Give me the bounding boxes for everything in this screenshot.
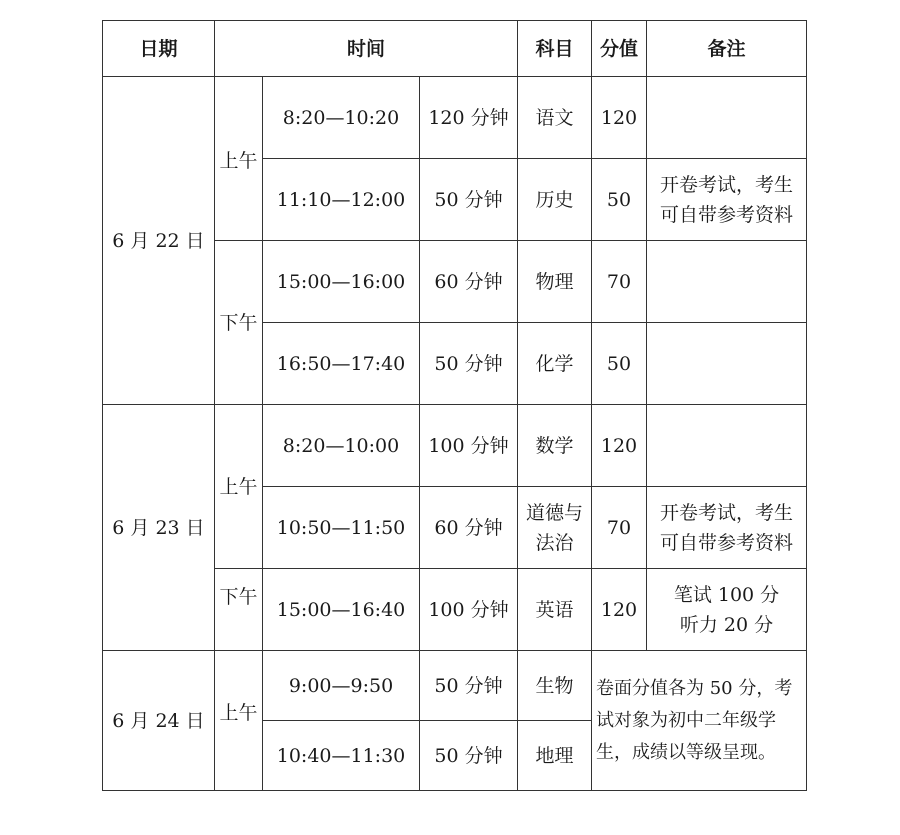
period-cell: 上午 <box>215 405 263 569</box>
time-cell: 9:00—9:50 <box>263 651 420 721</box>
time-cell: 10:40—11:30 <box>263 721 420 791</box>
score-cell: 70 <box>592 487 647 569</box>
period-cell: 上午 <box>215 651 263 791</box>
period-cell: 下午 <box>215 241 263 405</box>
subject-cell: 数学 <box>518 405 592 487</box>
score-cell: 50 <box>592 159 647 241</box>
time-cell: 15:00—16:00 <box>263 241 420 323</box>
note-cell <box>647 241 807 323</box>
header-subject: 科目 <box>518 21 592 77</box>
table-row <box>103 651 807 721</box>
duration-cell: 120 分钟 <box>420 77 518 159</box>
note-cell: 开卷考试，考生 可自带参考资料 <box>647 487 807 569</box>
header-time: 时间 <box>215 21 518 77</box>
time-cell: 8:20—10:00 <box>263 405 420 487</box>
score-cell: 50 <box>592 323 647 405</box>
note-cell: 笔试 100 分 听力 20 分 <box>647 569 807 651</box>
merged-note-cell: 卷面分值各为 50 分，考 试对象为初中二年级学 生，成绩以等级呈现。 <box>592 651 807 791</box>
score-cell: 120 <box>592 569 647 651</box>
note-cell: 开卷考试，考生 可自带参考资料 <box>647 159 807 241</box>
score-cell: 120 <box>592 77 647 159</box>
header-row <box>103 21 807 77</box>
note-cell <box>647 323 807 405</box>
subject-cell: 物理 <box>518 241 592 323</box>
score-cell: 120 <box>592 405 647 487</box>
duration-cell: 60 分钟 <box>420 241 518 323</box>
subject-cell: 生物 <box>518 651 592 721</box>
period-cell: 下午 <box>215 569 263 651</box>
duration-cell: 50 分钟 <box>420 721 518 791</box>
exam-schedule-table <box>102 20 807 791</box>
date-cell: 6 月 23 日 <box>103 405 215 651</box>
period-cell: 上午 <box>215 77 263 241</box>
time-cell: 16:50—17:40 <box>263 323 420 405</box>
subject-cell: 道德与 法治 <box>518 487 592 569</box>
time-cell: 15:00—16:40 <box>263 569 420 651</box>
note-cell <box>647 77 807 159</box>
duration-cell: 50 分钟 <box>420 159 518 241</box>
table-row <box>103 77 807 159</box>
duration-cell: 100 分钟 <box>420 405 518 487</box>
table-row <box>103 405 807 487</box>
time-cell: 8:20—10:20 <box>263 77 420 159</box>
header-date: 日期 <box>103 21 215 77</box>
subject-cell: 地理 <box>518 721 592 791</box>
time-cell: 11:10—12:00 <box>263 159 420 241</box>
header-note: 备注 <box>647 21 807 77</box>
time-cell: 10:50—11:50 <box>263 487 420 569</box>
subject-cell: 化学 <box>518 323 592 405</box>
score-cell: 70 <box>592 241 647 323</box>
duration-cell: 60 分钟 <box>420 487 518 569</box>
subject-cell: 历史 <box>518 159 592 241</box>
note-cell <box>647 405 807 487</box>
duration-cell: 50 分钟 <box>420 651 518 721</box>
duration-cell: 100 分钟 <box>420 569 518 651</box>
subject-cell: 英语 <box>518 569 592 651</box>
duration-cell: 50 分钟 <box>420 323 518 405</box>
subject-cell: 语文 <box>518 77 592 159</box>
date-cell: 6 月 24 日 <box>103 651 215 791</box>
date-cell: 6 月 22 日 <box>103 77 215 405</box>
header-score: 分值 <box>592 21 647 77</box>
